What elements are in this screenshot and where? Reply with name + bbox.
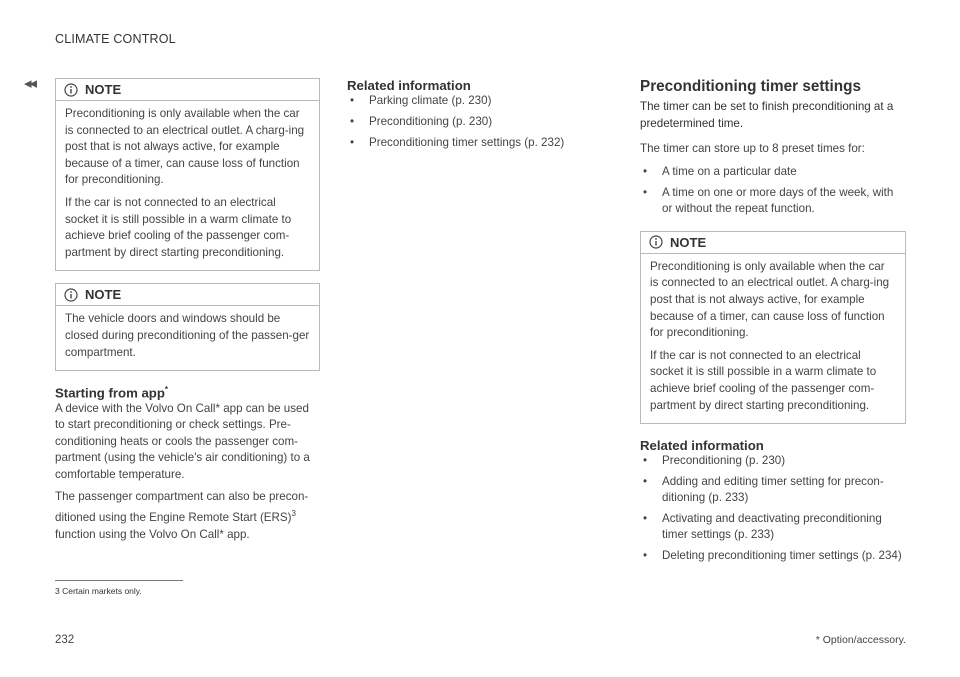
lead-paragraph: The timer can be set to finish preconditioning at a predetermined time.: [640, 100, 894, 130]
bullet-list: [640, 164, 906, 217]
paragraph: A device with the Volvo On Call* app can be used to start preconditioning or check settings. Pre-conditioning heats or cools the passenger com-partment (using the vehicle's air conditioning) to a comfortable temperature.: [55, 401, 310, 481]
page-number: 232: [55, 634, 75, 646]
related-link[interactable]: • Adding and editing timer setting for precon-ditioning (p. 233): [643, 475, 884, 505]
paragraph: The timer can store up to 8 preset times for:: [640, 142, 865, 156]
list-item: • A time on a particular date: [643, 164, 797, 178]
option-asterisk: *: [164, 385, 169, 395]
related-heading: Related information: [347, 78, 471, 93]
related-link[interactable]: • Deleting preconditioning timer settings (p. 234): [643, 549, 902, 563]
footnote-divider: [55, 580, 183, 581]
page-title: Preconditioning timer settings: [640, 78, 861, 95]
note-text: Preconditioning is only available when the car is connected to an electrical outlet. A charg-ing post that is not always active, for example because of a timer, can cause loss of function for preconditioning.: [650, 259, 890, 340]
section-heading: Starting from app*: [55, 385, 169, 401]
column-left: [55, 78, 320, 543]
info-icon: [64, 288, 78, 302]
note-box: [55, 283, 320, 371]
related-list: [347, 93, 587, 151]
note-label: NOTE: [85, 287, 122, 303]
note-text: Preconditioning is only available when the car is connected to an electrical outlet. A charg-ing post that is not always active, for example because of a timer, can cause loss of function for preconditioning.: [65, 107, 305, 187]
note-text: If the car is not connected to an electrical socket it is still possible in a warm climate to achieve brief cooling of the passenger com-partment by direct starting preconditioning.: [650, 348, 877, 412]
option-note: * Option/accessory.: [815, 634, 906, 646]
column-right: [640, 78, 906, 564]
note-box: [55, 78, 320, 271]
previous-page-marker[interactable]: ◂◂: [24, 75, 36, 92]
footnote: 3 Certain markets only.: [55, 586, 142, 596]
info-icon: [64, 83, 78, 97]
paragraph: The passenger compartment can also be precon-ditioned using the Engine Remote Start (ERS)$^3$ function using the Volvo On Call* app.: [55, 490, 309, 541]
related-heading: Related information: [640, 438, 764, 454]
related-list: [640, 453, 906, 564]
footnote-ref[interactable]: 3: [291, 509, 296, 519]
related-link[interactable]: • Activating and deactivating preconditioning timer settings (p. 233): [643, 512, 882, 542]
related-link[interactable]: • Preconditioning (p. 230): [350, 115, 493, 128]
column-middle: [347, 78, 587, 151]
note-label: NOTE: [670, 234, 707, 250]
related-link[interactable]: • Preconditioning (p. 230): [643, 454, 786, 468]
note-text: The vehicle doors and windows should be closed during preconditioning of the passen-ger compartment.: [65, 312, 310, 359]
list-item: • A time on one or more days of the week, with or without the repeat function.: [643, 185, 894, 215]
related-link[interactable]: • Preconditioning timer settings (p. 232): [350, 136, 565, 149]
note-box: [640, 231, 906, 424]
section-header: CLIMATE CONTROL: [55, 32, 176, 46]
info-icon: [649, 235, 663, 249]
note-text: If the car is not connected to an electrical socket it is still possible in a warm climate to achieve brief cooling of the passenger com-partment by direct starting preconditioning.: [65, 195, 292, 259]
related-link[interactable]: • Parking climate (p. 230): [350, 94, 492, 107]
note-label: NOTE: [85, 82, 122, 97]
